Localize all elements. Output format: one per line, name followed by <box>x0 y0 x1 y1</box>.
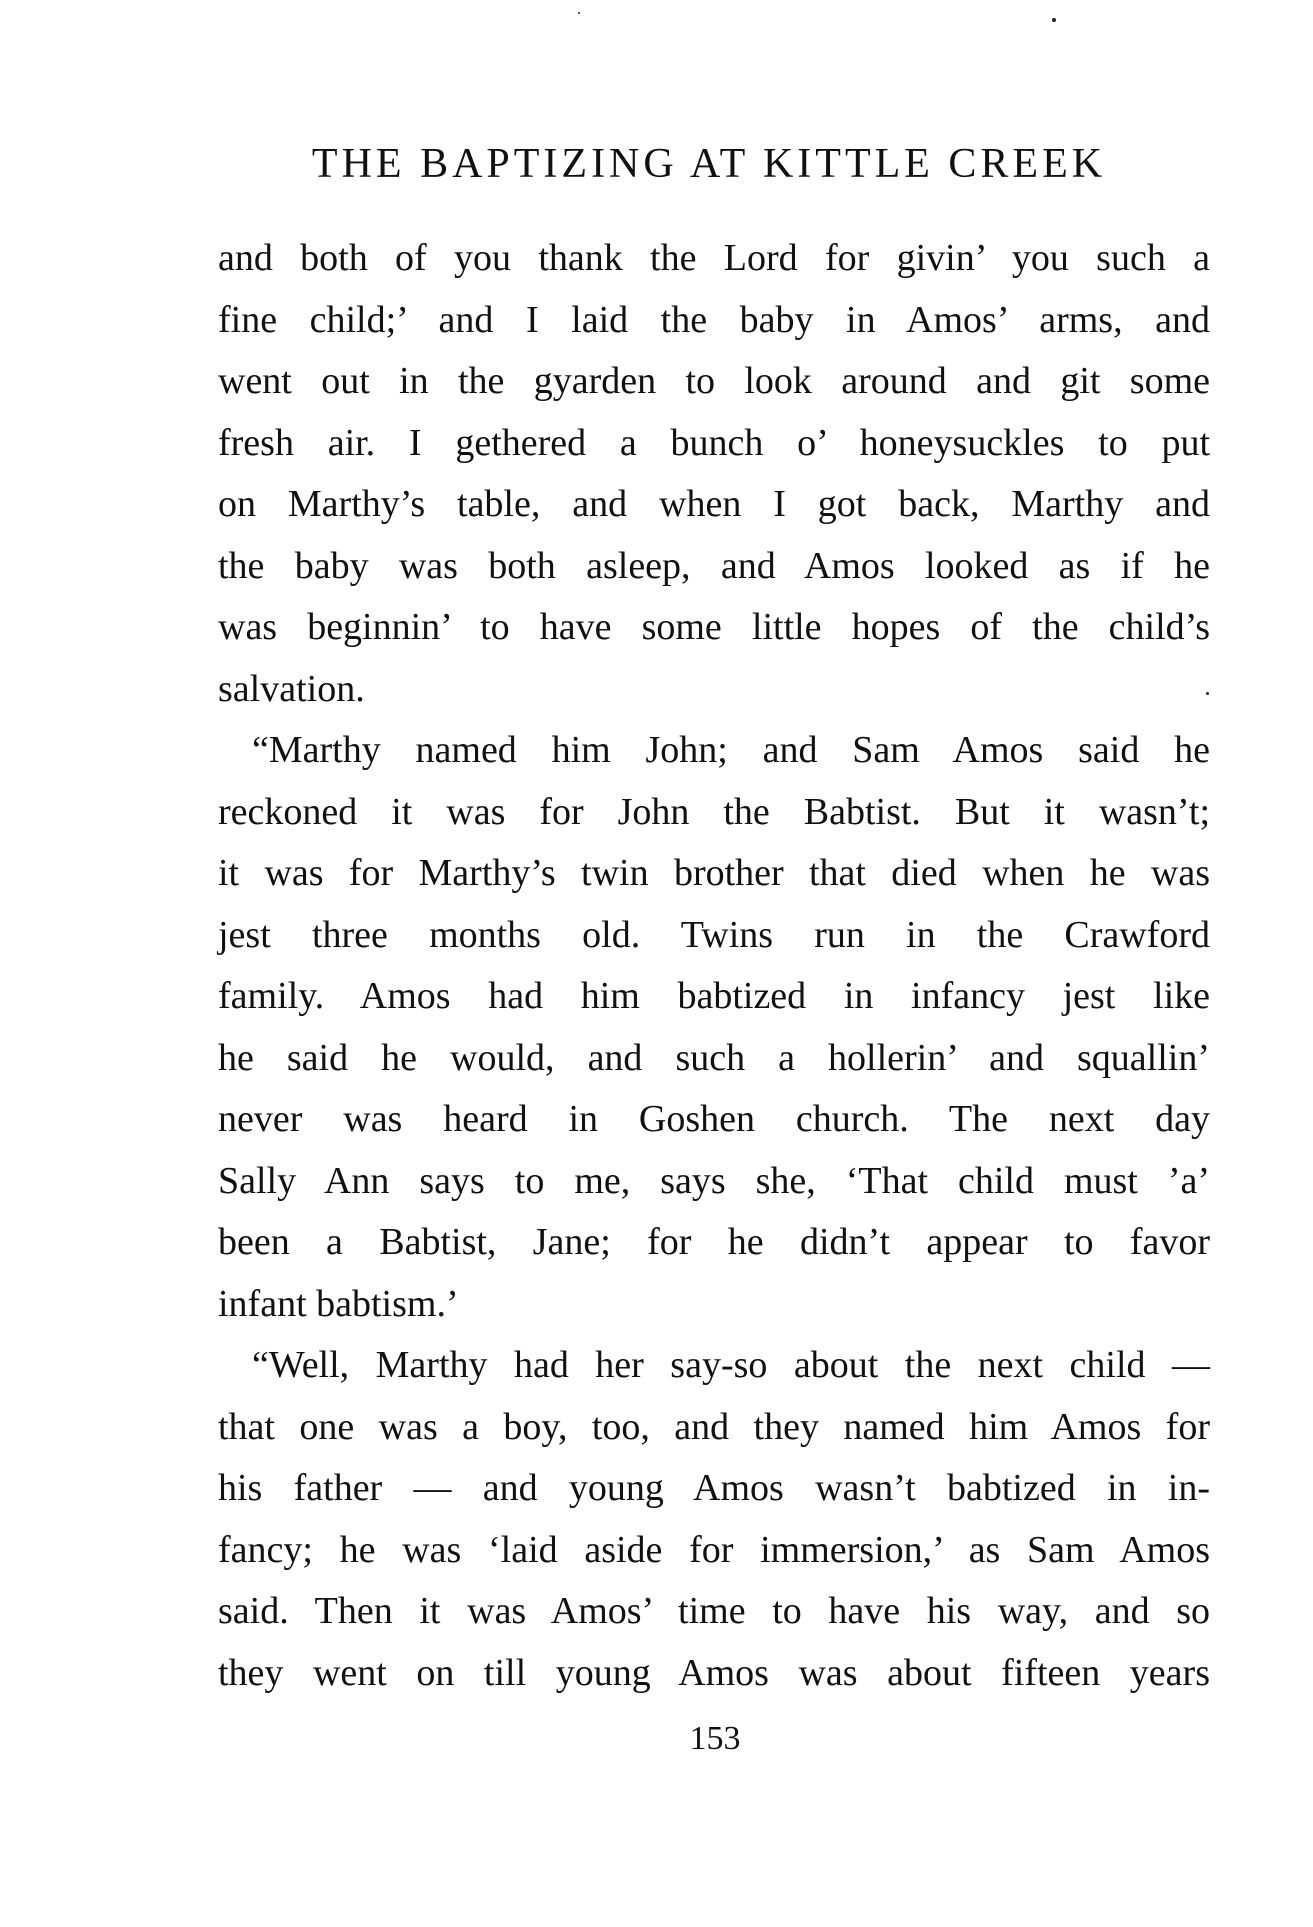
text-line: salvation. <box>218 667 365 710</box>
text-line: been a Babtist, Jane; for he didn’t appear to favor <box>218 1221 1210 1263</box>
text-line: “Well, Marthy had her say-so about the next child — <box>252 1344 1210 1386</box>
text-line: was beginnin’ to have some little hopes of the child’s <box>218 606 1210 648</box>
text-line: fine child;’ and I laid the baby in Amos’ arms, and <box>218 298 1210 341</box>
text-line: family. Amos had him babtized in infancy jest like <box>218 975 1210 1017</box>
text-line: fancy; he was ‘laid aside for immersion,’ as Sam Amos <box>218 1528 1210 1571</box>
print-speck <box>1052 18 1056 22</box>
text-line: never was heard in Goshen church. The next day <box>218 1098 1210 1140</box>
running-head: THE BAPTIZING AT KITTLE CREEK <box>311 141 1107 187</box>
text-line: “Marthy named him John; and Sam Amos said he <box>252 729 1210 771</box>
text-line: went out in the gyarden to look around and git some <box>218 360 1210 402</box>
text-line: jest three months old. Twins run in the Crawford <box>218 913 1210 956</box>
print-speck <box>578 12 580 14</box>
text-line: that one was a boy, too, and they named him Amos for <box>218 1405 1210 1448</box>
text-line: on Marthy’s table, and when I got back, Marthy and <box>218 483 1210 525</box>
text-line: said. Then it was Amos’ time to have his way, and so <box>218 1590 1210 1632</box>
text-line: it was for Marthy’s twin brother that died when he was <box>218 852 1210 894</box>
text-line: fresh air. I gethered a bunch o’ honeysuckles to put <box>218 421 1210 464</box>
text-line: reckoned it was for John the Babtist. But it wasn’t; <box>218 790 1210 833</box>
text-line: he said he would, and such a hollerin’ and squallin’ <box>218 1036 1210 1079</box>
text-line: they went on till young Amos was about fifteen years <box>218 1651 1210 1694</box>
text-line: Sally Ann says to me, says she, ‘That child must ’a’ <box>218 1159 1210 1202</box>
text-line: the baby was both asleep, and Amos looked as if he <box>218 544 1210 587</box>
text-line: infant babtism.’ <box>218 1282 459 1325</box>
body-text <box>218 228 1210 1704</box>
page-number: 153 <box>689 1720 741 1757</box>
text-line: his father — and young Amos wasn’t babtized in in- <box>218 1467 1210 1509</box>
text-line: and both of you thank the Lord for givin’ you such a <box>218 237 1210 279</box>
